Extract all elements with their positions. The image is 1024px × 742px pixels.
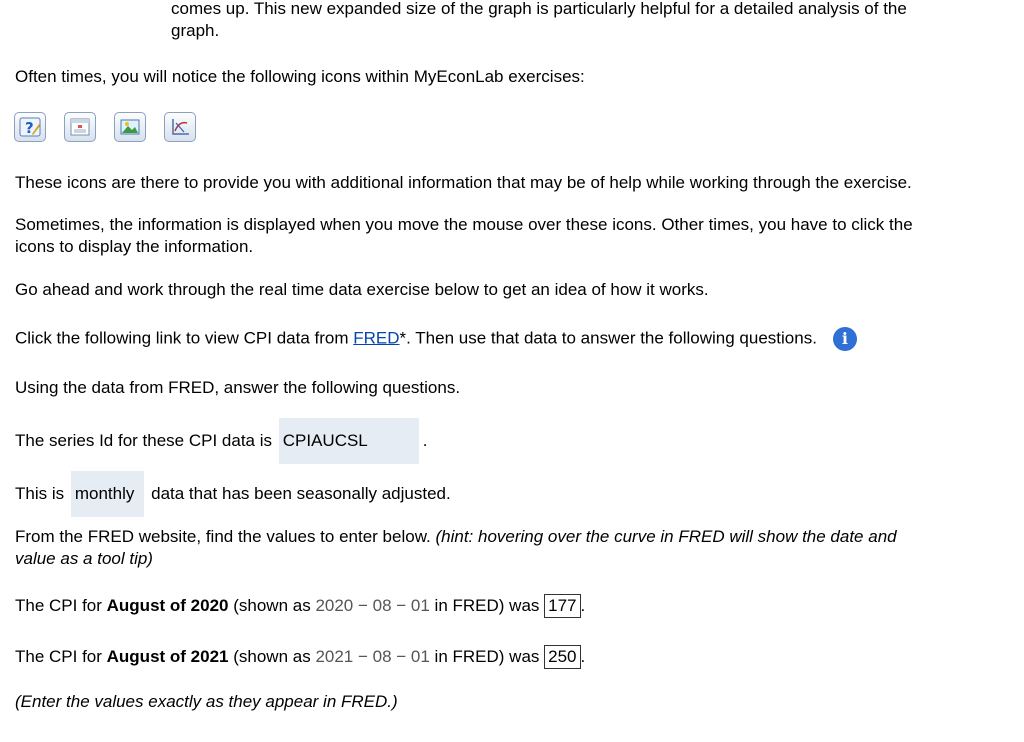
svg-text:?: ? <box>25 119 34 137</box>
hint-italic-text-1: (hint: hovering over the curve in FRED will show the date and <box>435 527 897 546</box>
enter-values-note <box>15 691 398 713</box>
q1-end: . <box>580 596 586 615</box>
using-data-text: Using the data from FRED, answer the following questions. <box>15 378 461 397</box>
q2-bold: August of 2021 <box>106 647 229 666</box>
q1-bold: August of 2020 <box>106 596 229 615</box>
paragraph-hover-line-2: icons to display the information. <box>15 237 254 256</box>
q2-end: . <box>580 647 586 666</box>
cpi-2021-answer-box[interactable]: 250 <box>544 645 580 669</box>
q2-post: in FRED) was <box>429 647 545 666</box>
info-icon[interactable]: i <box>833 327 857 351</box>
icons-intro-text: Often times, you will notice the following icons within MyEconLab exercises: <box>15 67 585 86</box>
icon-row <box>14 112 196 142</box>
cpi-2020-answer-box[interactable]: 177 <box>544 594 580 618</box>
click-link-line <box>15 327 857 351</box>
fred-link[interactable]: FRED <box>353 328 400 348</box>
paragraph-hover-line-1: Sometimes, the information is displayed when you move the mouse over these icons. Other times, you have to click the <box>15 215 913 234</box>
q2-pre: The CPI for <box>15 647 107 666</box>
hint-line-1 <box>15 526 897 548</box>
q1-post: in FRED) was <box>429 596 545 615</box>
intro-text-line-1: comes up. This new expanded size of the graph is particularly helpful for a detailed analysis of the <box>171 0 907 18</box>
monthly-line-after: data that has been seasonally adjusted. <box>151 484 451 503</box>
q1-mid: (shown as <box>228 596 316 615</box>
hint-plain-text: From the FRED website, find the values to enter below. <box>15 527 436 546</box>
question-august-2020 <box>15 594 585 618</box>
hint-italic-text-2: value as a tool tip) <box>15 549 153 568</box>
q1-date: 2020 − 08 − 01 <box>315 596 430 615</box>
calculator-icon[interactable] <box>64 112 96 142</box>
image-icon[interactable] <box>114 112 146 142</box>
q1-pre: The CPI for <box>15 596 107 615</box>
graph-icon[interactable] <box>164 112 196 142</box>
series-id-label: The series Id for these CPI data is <box>15 431 277 450</box>
help-icon[interactable] <box>14 112 46 142</box>
click-line-before: Click the following link to view CPI data from <box>15 328 354 348</box>
series-id-field[interactable]: CPIAUCSL <box>279 418 419 464</box>
series-id-line <box>15 418 427 464</box>
series-id-period: . <box>422 431 428 450</box>
q2-date: 2021 − 08 − 01 <box>315 647 430 666</box>
hint-line-2 <box>15 548 153 570</box>
click-line-after: *. Then use that data to answer the following questions. <box>399 328 817 348</box>
paragraph-go-ahead: Go ahead and work through the real time data exercise below to get an idea of how it works. <box>15 280 709 299</box>
question-august-2021 <box>15 645 585 669</box>
q2-mid: (shown as <box>228 647 316 666</box>
monthly-line <box>15 471 451 517</box>
frequency-field[interactable]: monthly <box>71 471 145 517</box>
intro-text-line-2: graph. <box>171 21 220 40</box>
note-italic: (Enter the values exactly as they appear in FRED.) <box>15 692 398 711</box>
paragraph-icons-purpose: These icons are there to provide you with additional information that may be of help while working through the exercise. <box>15 173 912 192</box>
monthly-label: This is <box>15 484 69 503</box>
